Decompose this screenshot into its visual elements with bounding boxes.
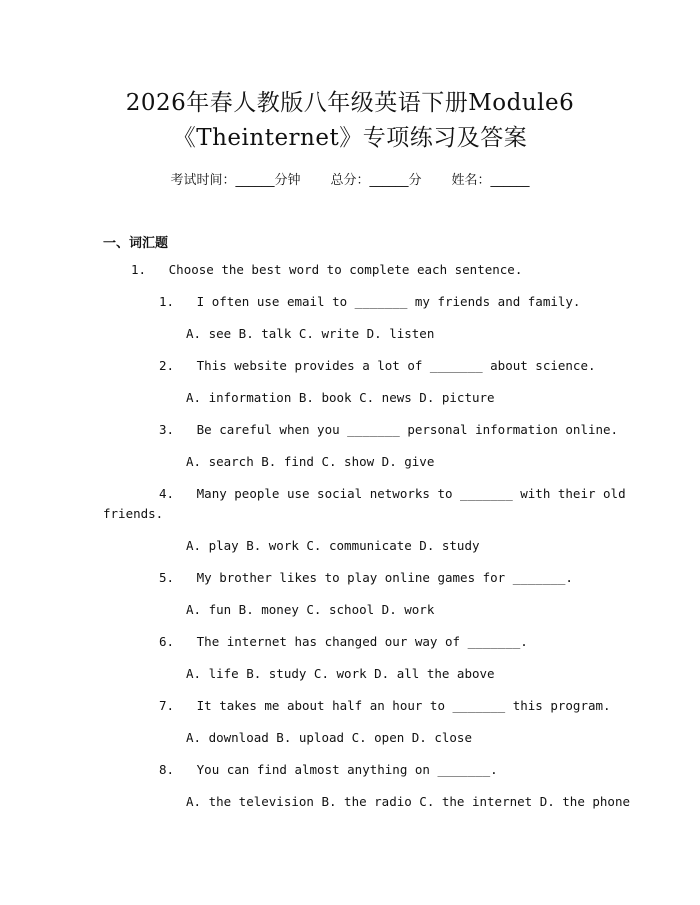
exam-meta bbox=[0, 169, 700, 188]
question-2-options: A. information B. book C. news D. picture bbox=[186, 390, 495, 405]
question-8 bbox=[159, 762, 498, 777]
question-2 bbox=[159, 358, 596, 373]
question-text: Many people use social networks to _______ with their old bbox=[196, 486, 626, 501]
question-5-options: A. fun B. money C. school D. work bbox=[186, 602, 435, 617]
instruction-number: 1. bbox=[131, 262, 147, 277]
question-text: My brother likes to play online games for _______. bbox=[196, 570, 573, 585]
instruction-line bbox=[131, 262, 522, 277]
question-8-options: A. the television B. the radio C. the internet D. the phone bbox=[186, 794, 631, 809]
question-4-options: A. play B. work C. communicate D. study bbox=[186, 538, 480, 553]
question-1 bbox=[159, 294, 580, 309]
question-7 bbox=[159, 698, 611, 713]
question-number: 6. bbox=[159, 634, 175, 649]
question-5 bbox=[159, 570, 573, 585]
document-title-line2: 《Theinternet》专项练习及答案 bbox=[172, 125, 528, 151]
question-text: This website provides a lot of _______ about science. bbox=[196, 358, 596, 373]
question-4-continuation: friends. bbox=[103, 506, 164, 521]
exam-name-label: 姓名：______ bbox=[451, 173, 530, 188]
section-heading: 一、词汇题 bbox=[103, 236, 169, 251]
question-number: 5. bbox=[159, 570, 175, 585]
question-text: The internet has changed our way of _______. bbox=[196, 634, 528, 649]
question-number: 4. bbox=[159, 486, 175, 501]
question-number: 2. bbox=[159, 358, 175, 373]
question-text: You can find almost anything on _______. bbox=[196, 762, 498, 777]
question-3-options: A. search B. find C. show D. give bbox=[186, 454, 435, 469]
question-6 bbox=[159, 634, 528, 649]
question-number: 7. bbox=[159, 698, 175, 713]
question-4 bbox=[159, 486, 626, 501]
question-text: It takes me about half an hour to _______ this program. bbox=[196, 698, 611, 713]
instruction-text: Choose the best word to complete each sentence. bbox=[168, 262, 523, 277]
question-1-options: A. see B. talk C. write D. listen bbox=[186, 326, 435, 341]
question-text: I often use email to _______ my friends and family. bbox=[196, 294, 581, 309]
document-title-line1: 2026年春人教版八年级英语下册Module6 bbox=[125, 90, 575, 116]
question-number: 3. bbox=[159, 422, 175, 437]
question-number: 1. bbox=[159, 294, 175, 309]
question-3 bbox=[159, 422, 618, 437]
question-number: 8. bbox=[159, 762, 175, 777]
question-text: Be careful when you _______ personal information online. bbox=[196, 422, 619, 437]
exam-time-label: 考试时间：______分钟 bbox=[170, 173, 301, 188]
exam-score-label: 总分：______分 bbox=[330, 173, 422, 188]
question-7-options: A. download B. upload C. open D. close bbox=[186, 730, 472, 745]
question-6-options: A. life B. study C. work D. all the above bbox=[186, 666, 495, 681]
